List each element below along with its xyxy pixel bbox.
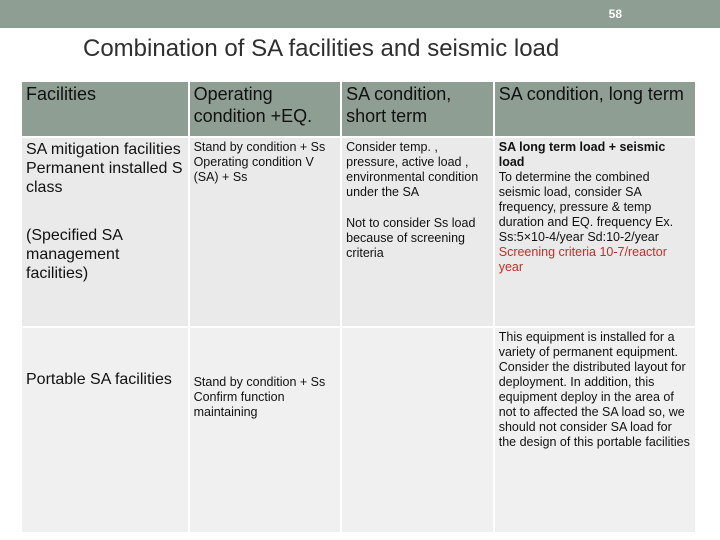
long-term-load-text: To determine the combined seismic load, consider SA frequency, pressure & temp duration and EQ. frequency Ex. Ss:5×10-4/year Sd:10-2/year [498,170,674,244]
spacer [26,330,184,370]
permanent-facility-label: SA mitigation facilities Permanent installed S class [26,141,183,197]
cell-long-term-portable: This equipment is installed for a variety of permanent equipment. Consider the distributed layout for deployment. In addition, this equipment deploy in the area of not to affected the SA load so, we should not consider SA load for the design of this portable facilities [495,328,695,532]
header-operating: Operating condition +EQ. [190,82,341,136]
header-facilities: Facilities [22,82,188,136]
long-term-load-heading: SA long term load + seismic load [498,140,666,169]
cell-permanent-facility [22,138,188,326]
seismic-load-table [20,80,697,534]
cell-operating-portable [190,328,341,532]
spacer [346,200,489,216]
table-row [22,328,695,532]
cell-portable-facility [22,328,188,532]
slide-number: 58 [608,7,622,21]
header-long-term: SA condition, long term [495,82,695,136]
portable-facility-label: Portable SA facilities [26,371,172,388]
cell-long-term-permanent [495,138,695,326]
top-bar [0,0,720,28]
cell-short-term-permanent [342,138,493,326]
spacer [26,198,184,226]
specified-facility-label: (Specified SA management facilities) [26,226,123,282]
short-term-consider-text: Consider temp. , pressure, active load , environmental condition under the SA [346,140,479,199]
cell-short-term-portable [342,328,493,532]
portable-operating-text: Stand by condition + Ss Confirm function maintaining [193,375,326,419]
table-header-row [22,82,695,136]
spacer [194,330,337,375]
screening-criteria-text: Screening criteria 10-7/reactor year [498,245,667,274]
header-short-term: SA condition, short term [342,82,493,136]
cell-operating-permanent: Stand by condition + Ss Operating condition V (SA) + Ss [190,138,341,326]
slide-title: Combination of SA facilities and seismic load [83,35,560,62]
short-term-screening-text: Not to consider Ss load because of screening criteria [346,216,476,260]
table-row [22,138,695,326]
